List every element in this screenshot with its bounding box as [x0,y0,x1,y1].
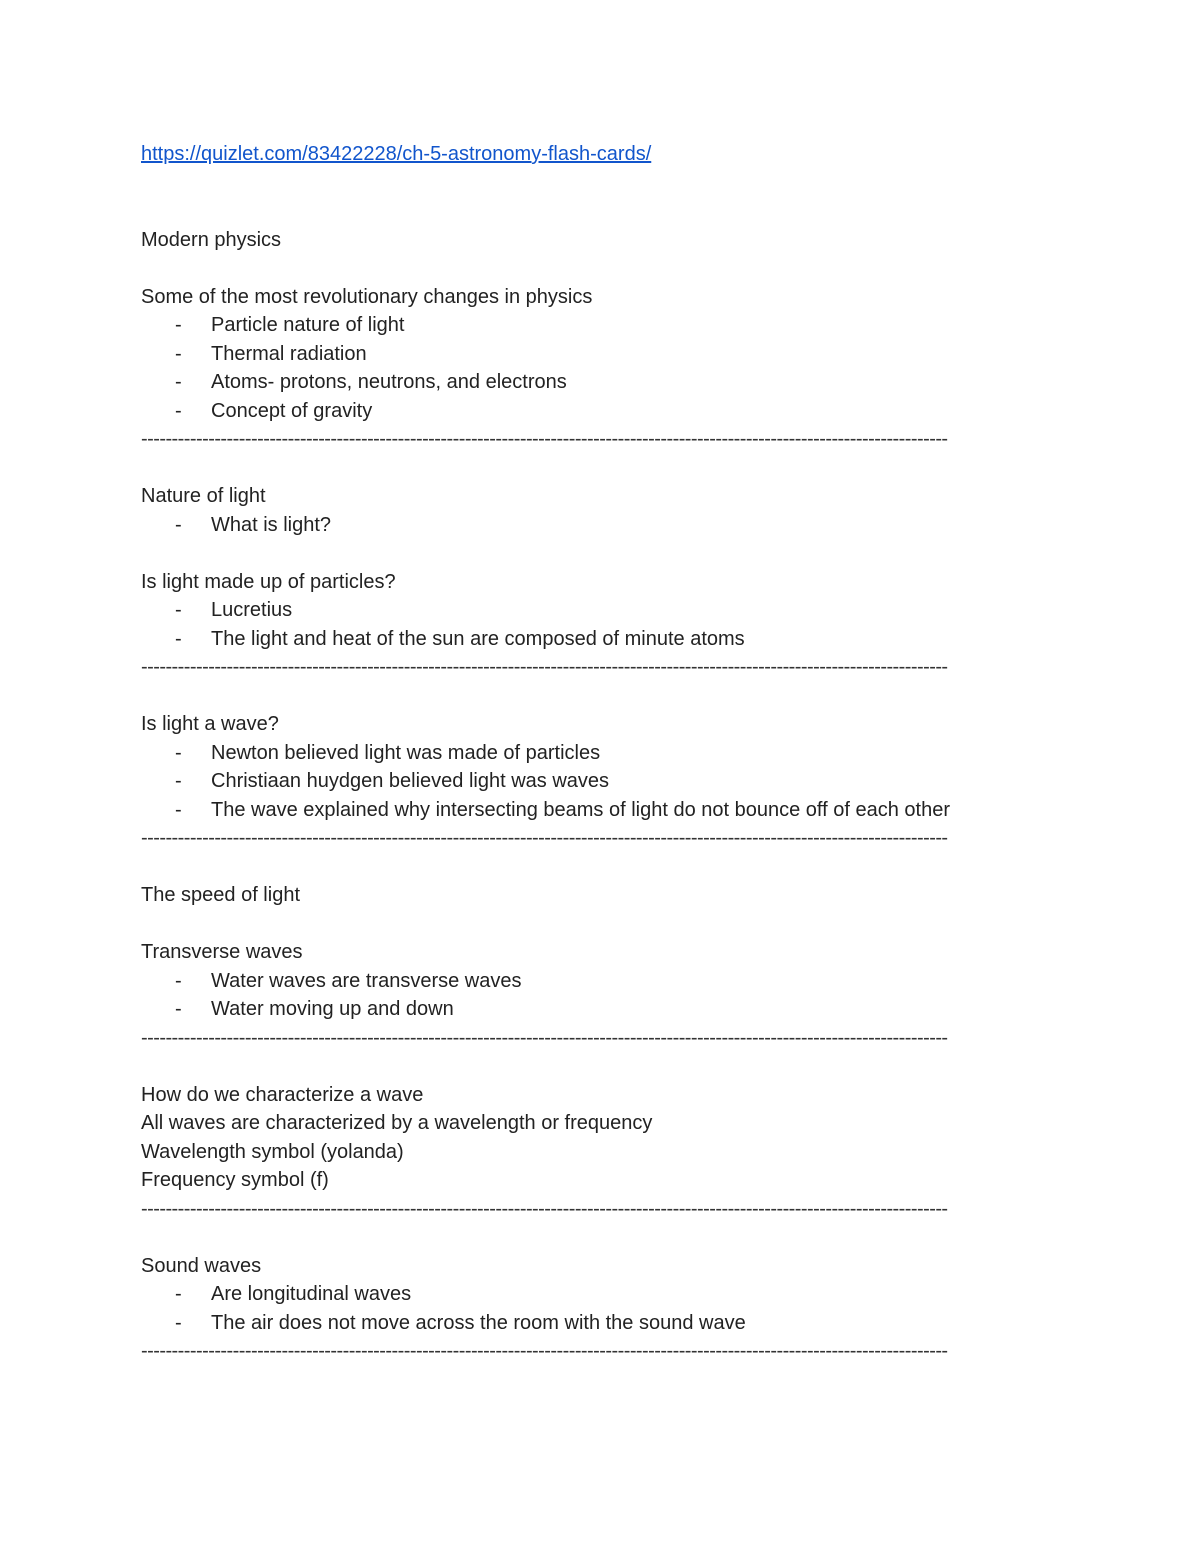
bullet-dash: - [175,314,182,336]
spacer [141,853,1041,882]
spacer [141,682,1041,711]
section-divider: ------------------------------------------------------------------------------------------------------------------------------------ [141,827,948,849]
list-item [141,340,1041,369]
list-item [141,767,1041,796]
list-item-text: Water waves are transverse waves [211,969,522,992]
bullet-dash: - [175,627,182,650]
section-title-modern-physics: Modern physics [141,228,282,251]
section-divider: ------------------------------------------------------------------------------------------------------------------------------------ [141,1026,948,1049]
section-intro-revolutionary-changes: Some of the most revolutionary changes in physics [141,285,593,308]
list-item [141,995,1041,1024]
bullet-dash: - [175,371,182,393]
list-item-text: Lucretius [211,599,293,621]
list-item-text: Concept of gravity [211,399,373,422]
list-item [141,596,1041,625]
list-item-text: Newton believed light was made of particles [211,741,601,764]
list-item-text: Thermal radiation [211,342,367,365]
bullet-dash: - [175,1311,182,1334]
bullet-dash: - [175,1283,182,1305]
spacer [141,1223,1041,1252]
bullet-dash: - [175,599,182,621]
spacer [141,169,1041,226]
section-divider: ------------------------------------------------------------------------------------------------------------------------------------ [141,1197,948,1220]
section-title-is-light-a-wave: Is light a wave? [141,713,279,735]
section-divider: ------------------------------------------------------------------------------------------------------------------------------------ [141,428,948,450]
bullet-dash: - [175,741,182,764]
list-item-text: Water moving up and down [211,998,454,1020]
paragraph-line: How do we characterize a wave [141,1083,424,1106]
list-item [141,967,1041,996]
bullet-dash: - [175,770,182,792]
list-item-text: The air does not move across the room with the sound wave [211,1311,746,1334]
spacer [141,1052,1041,1081]
list-item-text: The light and heat of the sun are composed of minute atoms [211,627,745,650]
bullet-dash: - [175,998,182,1020]
list-item [141,625,1041,654]
spacer [141,539,1041,568]
paragraph-line: Frequency symbol (f) [141,1169,329,1191]
section-divider: ------------------------------------------------------------------------------------------------------------------------------------ [141,1340,948,1362]
list-item [141,511,1041,540]
list-item-text: What is light? [211,513,332,536]
quizlet-link[interactable]: https://quizlet.com/83422228/ch-5-astronomy-flash-cards/ [141,143,652,165]
list-item-text: Christiaan huydgen believed light was waves [211,770,610,792]
list-item [141,1280,1041,1309]
list-item [141,1309,1041,1338]
section-title-sound-waves: Sound waves [141,1254,262,1277]
section-question-particles: Is light made up of particles? [141,570,396,593]
spacer [141,454,1041,483]
list-item [141,368,1041,397]
list-item-text: The wave explained why intersecting beams of light do not bounce off of each other [211,798,950,821]
bullet-dash: - [175,513,182,536]
section-title-speed-of-light: The speed of light [141,884,300,906]
list-item-text: Are longitudinal waves [211,1283,412,1305]
bullet-dash: - [175,798,182,821]
spacer [141,254,1041,283]
list-item [141,796,1041,825]
document-page [141,140,1041,1366]
paragraph-line: Wavelength symbol (yolanda) [141,1140,404,1163]
list-item [141,311,1041,340]
spacer [141,910,1041,939]
bullet-dash: - [175,969,182,992]
bullet-dash: - [175,342,182,365]
list-item-text: Atoms- protons, neutrons, and electrons [211,371,567,393]
section-title-nature-of-light: Nature of light [141,485,266,507]
section-subtitle-transverse-waves: Transverse waves [141,941,303,963]
reference-link-line [141,140,1041,169]
list-item-text: Particle nature of light [211,314,405,336]
list-item [141,739,1041,768]
section-divider: ------------------------------------------------------------------------------------------------------------------------------------ [141,656,948,678]
bullet-dash: - [175,399,182,422]
list-item [141,397,1041,426]
paragraph-line: All waves are characterized by a wavelength or frequency [141,1112,653,1134]
